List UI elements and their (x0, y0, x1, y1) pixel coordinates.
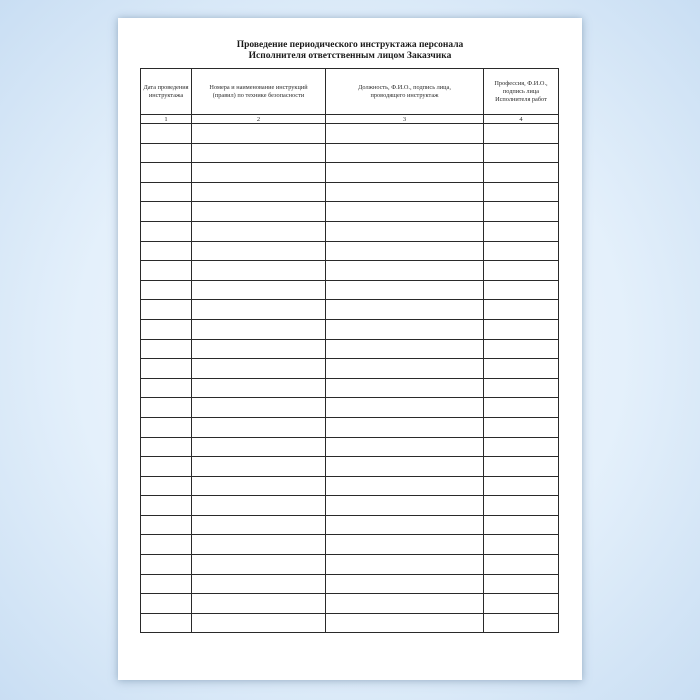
table-cell (484, 555, 559, 575)
table-cell (326, 359, 484, 379)
table-cell (326, 417, 484, 437)
table-cell (326, 319, 484, 339)
table-cell (141, 182, 192, 202)
table-cell (192, 182, 326, 202)
table-row (141, 398, 559, 418)
table-cell (326, 339, 484, 359)
table-cell (192, 359, 326, 379)
table-row (141, 339, 559, 359)
table-row (141, 574, 559, 594)
table-cell (484, 515, 559, 535)
table-cell (484, 261, 559, 281)
table-cell (141, 359, 192, 379)
table-cell (141, 496, 192, 516)
column-number-3: 3 (326, 115, 484, 124)
table-row (141, 555, 559, 575)
table-cell (326, 378, 484, 398)
table-cell (326, 555, 484, 575)
table-cell (326, 457, 484, 477)
table-cell (141, 417, 192, 437)
table-cell (326, 515, 484, 535)
table-cell (484, 163, 559, 183)
table-cell (326, 280, 484, 300)
table-cell (484, 124, 559, 144)
table-cell (326, 594, 484, 614)
table-cell (192, 163, 326, 183)
table-cell (192, 476, 326, 496)
table-row (141, 280, 559, 300)
title-line-1: Проведение периодического инструктажа персонала (236, 40, 464, 50)
table-cell (484, 182, 559, 202)
table-cell (141, 202, 192, 222)
table-cell (326, 143, 484, 163)
table-cell (326, 535, 484, 555)
table-cell (484, 594, 559, 614)
table-cell (192, 398, 326, 418)
table-cell (141, 437, 192, 457)
table-cell (484, 359, 559, 379)
table-cell (141, 398, 192, 418)
table-cell (192, 280, 326, 300)
table-cell (192, 417, 326, 437)
table-cell (326, 124, 484, 144)
table-cell (326, 496, 484, 516)
column-header-date: Дата проведения инструктажа (141, 69, 192, 115)
table-cell (326, 241, 484, 261)
table-cell (484, 202, 559, 222)
table-cell (141, 241, 192, 261)
table-row (141, 319, 559, 339)
table-cell (192, 613, 326, 633)
table-cell (141, 163, 192, 183)
table-cell (326, 300, 484, 320)
table-cell (192, 555, 326, 575)
table-cell (326, 182, 484, 202)
table-cell (141, 319, 192, 339)
table-row (141, 182, 559, 202)
table-row (141, 496, 559, 516)
table-row (141, 594, 559, 614)
table-cell (484, 241, 559, 261)
table-cell (141, 124, 192, 144)
title-line-2: Исполнителя ответственным лицом Заказчика (248, 51, 452, 61)
table-cell (141, 535, 192, 555)
table-row (141, 378, 559, 398)
table-cell (141, 339, 192, 359)
table-cell (484, 476, 559, 496)
table-row (141, 515, 559, 535)
table-cell (192, 496, 326, 516)
document-page (118, 18, 582, 680)
table-cell (192, 143, 326, 163)
table-cell (141, 594, 192, 614)
table-cell (192, 300, 326, 320)
table-row (141, 457, 559, 477)
column-header-instructor: Должность, Ф.И.О., подпись лица, проводящего инструктаж (326, 69, 484, 115)
table-cell (141, 261, 192, 281)
table-cell (484, 417, 559, 437)
table-cell (326, 574, 484, 594)
table-cell (326, 202, 484, 222)
table-cell (326, 613, 484, 633)
table-cell (192, 515, 326, 535)
table-row (141, 261, 559, 281)
column-header-instructions: Номера и наименование инструкций (правил) по технике безопасности (192, 69, 326, 115)
column-number-row (141, 115, 559, 124)
table-cell (192, 437, 326, 457)
table-cell (484, 280, 559, 300)
table-body (141, 124, 559, 633)
table-cell (326, 261, 484, 281)
table-cell (192, 124, 326, 144)
table-cell (484, 319, 559, 339)
document-title (118, 40, 582, 62)
table-cell (484, 496, 559, 516)
table-cell (484, 437, 559, 457)
column-number-2: 2 (192, 115, 326, 124)
table-cell (192, 261, 326, 281)
table-cell (141, 555, 192, 575)
table-cell (484, 574, 559, 594)
table-cell (326, 163, 484, 183)
table-cell (192, 535, 326, 555)
table-row (141, 417, 559, 437)
table-row (141, 221, 559, 241)
table-cell (141, 378, 192, 398)
table-cell (141, 574, 192, 594)
table-cell (141, 457, 192, 477)
table-cell (192, 594, 326, 614)
table-row (141, 613, 559, 633)
table-cell (192, 319, 326, 339)
table-header-row (141, 69, 559, 115)
table-cell (192, 378, 326, 398)
table-cell (192, 202, 326, 222)
table-row (141, 437, 559, 457)
table-cell (326, 221, 484, 241)
column-number-4: 4 (484, 115, 559, 124)
table-cell (326, 476, 484, 496)
table-cell (484, 398, 559, 418)
table-cell (484, 613, 559, 633)
table-cell (484, 378, 559, 398)
table-cell (484, 535, 559, 555)
table-cell (141, 143, 192, 163)
table-cell (192, 574, 326, 594)
column-number-1: 1 (141, 115, 192, 124)
table-cell (141, 613, 192, 633)
table-row (141, 476, 559, 496)
table-row (141, 202, 559, 222)
column-header-worker: Профессия, Ф.И.О., подпись лица Исполнителя работ (484, 69, 559, 115)
table-row (141, 300, 559, 320)
table-cell (141, 300, 192, 320)
table-cell (326, 437, 484, 457)
table-cell (141, 280, 192, 300)
table-cell (484, 457, 559, 477)
table-cell (484, 300, 559, 320)
table-cell (326, 398, 484, 418)
table-row (141, 359, 559, 379)
table-cell (484, 221, 559, 241)
table-row (141, 535, 559, 555)
table-cell (484, 143, 559, 163)
table-row (141, 163, 559, 183)
table-row (141, 241, 559, 261)
table-row (141, 143, 559, 163)
table-cell (141, 476, 192, 496)
table-row (141, 124, 559, 144)
table-cell (192, 339, 326, 359)
table-cell (192, 457, 326, 477)
table-cell (192, 241, 326, 261)
table-cell (141, 221, 192, 241)
table-cell (484, 339, 559, 359)
table-cell (192, 221, 326, 241)
table-cell (141, 515, 192, 535)
briefing-log-table (140, 68, 559, 633)
